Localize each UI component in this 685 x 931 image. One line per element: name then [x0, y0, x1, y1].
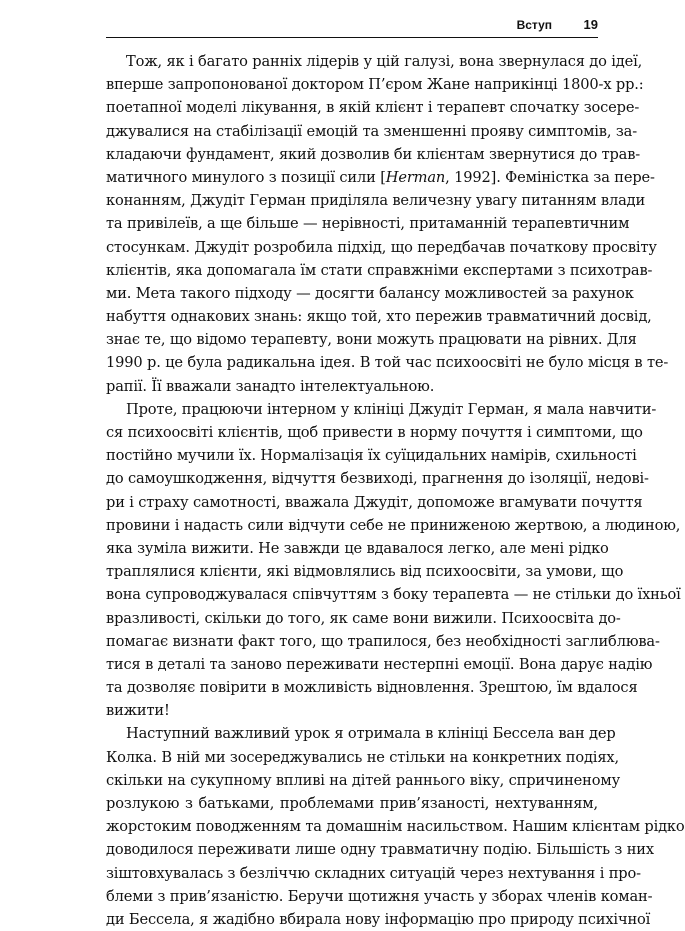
text-line: вперше запропонованої доктором П’єром Жане наприкінці 1800-х рр.:	[106, 76, 644, 94]
text-line: конанням, Джудіт Герман приділяла величезну увагу питанням влади	[106, 192, 646, 210]
paragraph	[106, 722, 685, 931]
text-line: ся психоосвіті клієнтів, щоб привести в норму почуття і симптоми, що	[106, 424, 643, 441]
text-line: матичного минулого з позиції сили [Herman, 1992]. Феміністка за пере-	[106, 168, 655, 186]
text-line: жорстоким поводженням та домашнім насильством. Нашим клієнтам рідко	[106, 818, 685, 836]
text-line: вона супроводжувалася співчуттям з боку терапевта — не стільки до їхньої	[106, 586, 681, 604]
text-line: рапії. Її вважали занадто інтелектуальною.	[106, 377, 435, 395]
section-title: Вступ	[516, 18, 552, 32]
paragraph	[106, 50, 669, 398]
text-line: Колка. В ній ми зосереджувались не стільки на конкретних подіях,	[106, 748, 619, 766]
text-line: клієнтів, яка допомагала їм стати справжніми експертами з психотрав-	[106, 261, 653, 279]
page-number: 19	[583, 17, 598, 32]
text-line: поетапної моделі лікування, в якій клієнт і терапевт спочатку зосере-	[106, 99, 640, 117]
text-line: та дозволяє повірити в можливість відновлення. Зрештою, їм вдалося	[106, 679, 638, 697]
text-line: постійно мучили їх. Нормалізація їх суїцидальних намірів, схильності	[106, 447, 637, 465]
text-line: знає те, що відомо терапевту, вони можуть працювати на рівних. Для	[106, 331, 637, 349]
text-line: стосункам. Джудіт розробила підхід, що передбачав початкову просвіту	[106, 238, 657, 256]
paragraph	[106, 398, 681, 723]
text-line: Наступний важливий урок я отримала в клініці Бессела ван дер	[126, 725, 616, 743]
text-line: до самоушкодження, відчуття безвиході, прагнення до ізоляції, недові-	[106, 470, 649, 488]
text-line: траплялися клієнти, які відмовлялись від психоосвіти, за умови, що	[106, 563, 624, 581]
body-text	[106, 50, 685, 931]
text-line: блеми з прив’язаністю. Беручи щотижня участь у зборах членів коман-	[106, 887, 653, 905]
text-line: ри і страху самотності, вважала Джудіт, допоможе вгамувати почуття	[106, 493, 643, 511]
text-line: вижити!	[106, 702, 170, 720]
text-line: провини і надасть сили відчути себе не приниженою жертвою, а людиною,	[106, 516, 681, 534]
text-line: Проте, працюючи інтерном у клініці Джудіт Герман, я мала навчити-	[126, 400, 657, 418]
text-line: розлукою з батьками, проблемами прив’язаності, нехтуванням,	[106, 795, 598, 812]
text-line: набуття однакових знань: якщо той, хто пережив травматичний досвід,	[106, 308, 652, 326]
text-line: 1990 р. це була радикальна ідея. В той час психоосвіті не було місця в те-	[106, 354, 669, 372]
text-line: доводилося переживати лише одну травматичну подію. Більшість з них	[106, 841, 654, 859]
text-line: ми. Мета такого підходу — досягти балансу можливостей за рахунок	[106, 284, 634, 302]
text-line: ди Бессела, я жадібно вбирала нову інформацію про природу психічної	[106, 910, 651, 928]
text-line: яка зуміла вижити. Не завжди це вдавалося легко, але мені рідко	[106, 539, 609, 557]
text-line: тися в деталі та заново переживати нестерпні емоції. Вона дарує надію	[106, 655, 653, 673]
text-line: джувалися на стабілізації емоцій та зменшенні прояву симптомів, за-	[106, 122, 637, 140]
text-line: помагає визнати факт того, що трапилося, без необхідності заглиблюва-	[106, 632, 660, 650]
text-line: вразливості, скільки до того, як саме вони вижили. Психоосвіта до-	[106, 609, 621, 627]
text-line: та привілеїв, а ще більше — нерівності, притаманній терапевтичним	[106, 215, 630, 233]
text-line: кладаючи фундамент, який дозволив би клієнтам звернутися до трав-	[106, 145, 641, 163]
text-line: зіштовхувалась з безліччю складних ситуацій через нехтування і про-	[106, 864, 641, 882]
text-line: скільки на сукупному впливі на дітей раннього віку, спричиненому	[106, 771, 621, 789]
text-line: Тож, як і багато ранніх лідерів у цій галузі, вона звернулася до ідеї,	[126, 53, 643, 70]
running-header	[106, 17, 598, 38]
